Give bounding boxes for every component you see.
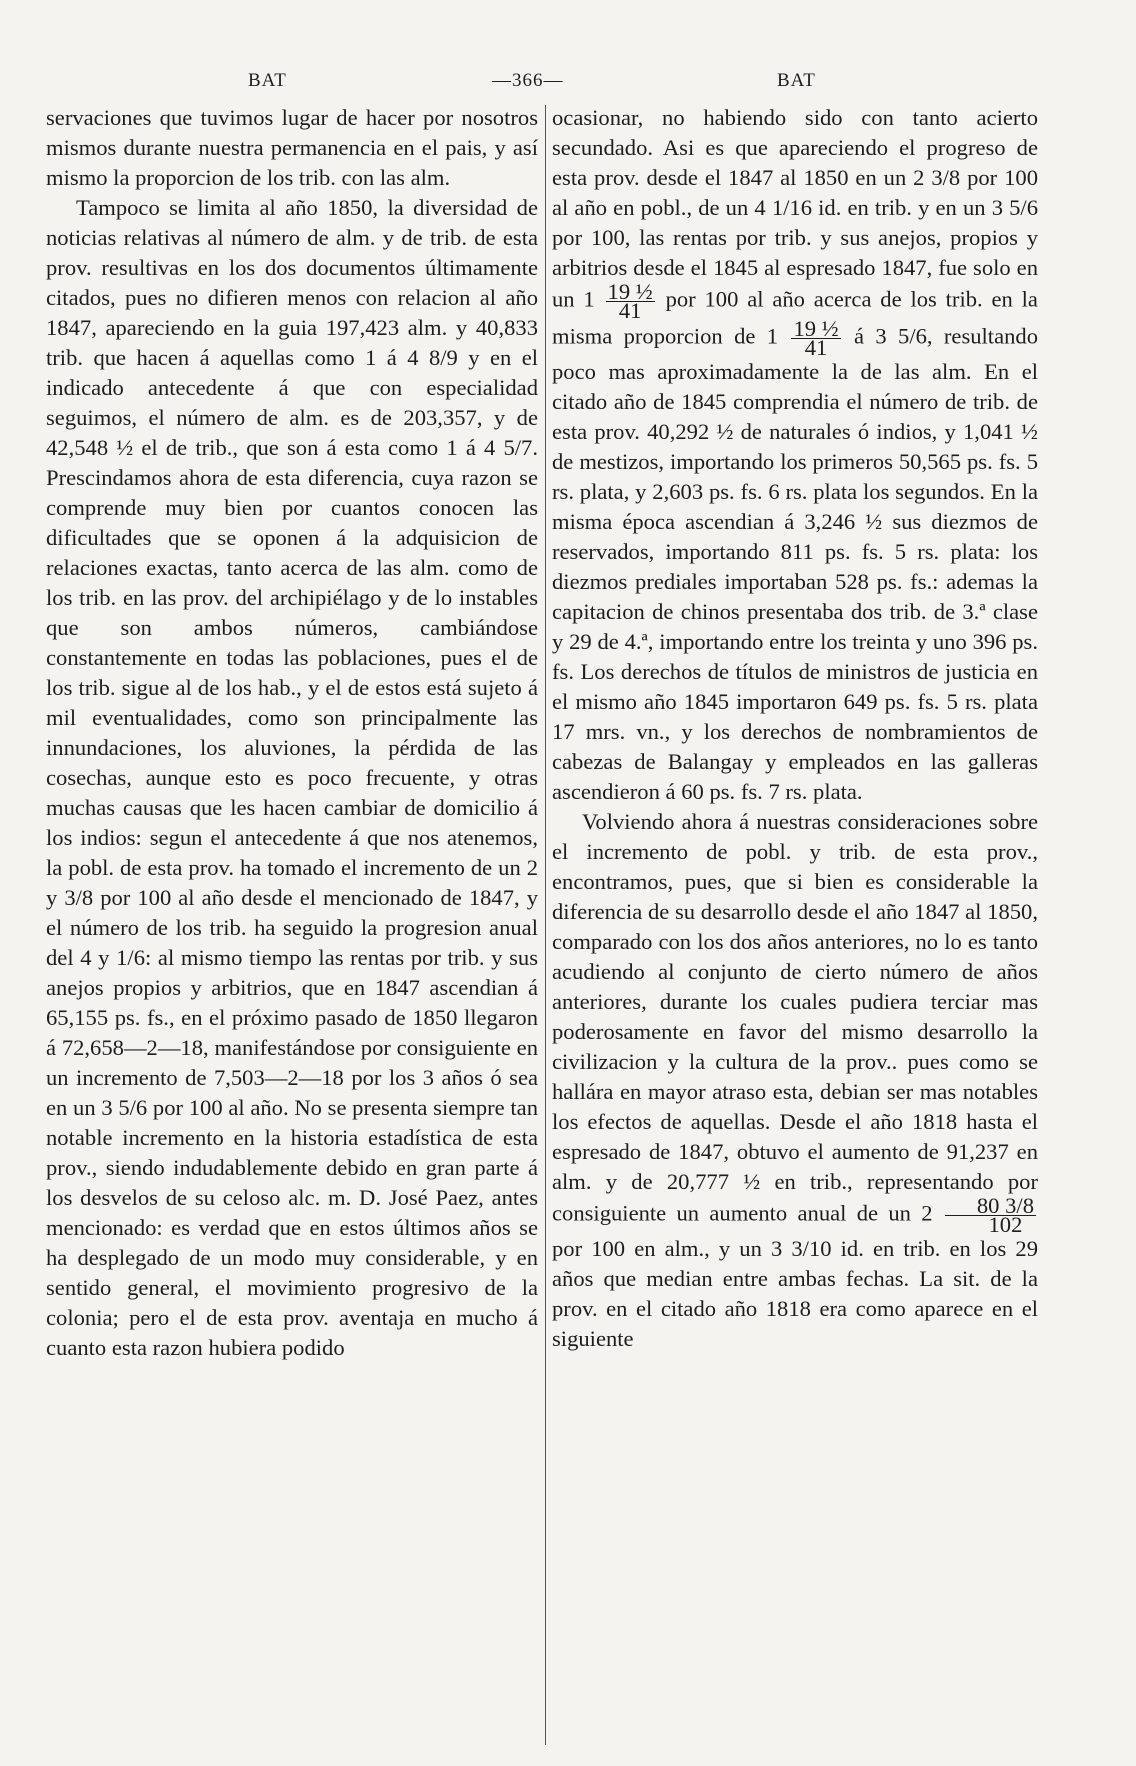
text-run: ocasionar, no habiendo sido con tanto acierto secundado. Asi es que apareciendo el progreso de esta prov. desde el 1847 al 1850 en un 2 3/8 por 100 al año en pobl., de un 4 1/16 id. en trib. y en un 3 5/6 por 100, las rentas por trib. y sus anejos, propios y arbitrios desde el 1845 al espresado 1847, fue solo en un 1 xyxy=(552,105,1038,312)
fraction xyxy=(945,1193,1036,1237)
fraction-denominator: 102 xyxy=(988,1212,1023,1237)
fraction-numerator: 19 ½ xyxy=(607,279,653,304)
text-run: Volviendo ahora á nuestras consideraciones sobre el incremento de pobl. y trib. de esta prov., encontramos, pues, que si bien es considerable la diferencia de su desarrollo desde el año 1847 al 1850, comparado con los dos años anteriores, no lo es tanto acudiendo al conjunto de cierto número de años anteriores, durante los cuales pudiera terciar mas poderosamente en favor del mismo desarrollo la civilizacion y la cultura de la prov.. pues como se hallára en mayor atraso esta, debian ser mas notables los efectos de aquellas. Desde el año 1818 hasta el espresado de 1847, obtuvo el aumento de 91,237 en alm. y de 20,777 ½ en trib., representando por consiguiente un aumento anual de un 2 xyxy=(552,809,1038,1226)
fraction xyxy=(791,316,840,360)
fraction-denominator: 41 xyxy=(618,298,642,323)
running-header-left: BAT xyxy=(248,70,287,91)
paragraph: servaciones que tuvimos lugar de hacer por nosotros mismos durante nuestra permanencia en el pais, y así mismo la proporcion de los trib. con las alm. xyxy=(46,105,538,190)
fraction-numerator: 80 3/8 xyxy=(945,1197,1036,1216)
paragraph xyxy=(552,103,1038,807)
fraction-numerator: 19 ½ xyxy=(793,316,839,341)
page-number: —366— xyxy=(492,70,564,91)
text-run: por 100 al año acerca de los trib. en la misma proporcion de 1 xyxy=(552,286,1038,349)
column-divider xyxy=(545,105,546,1745)
paragraph: Tampoco se limita al año 1850, la diversidad de noticias relativas al número de alm. y de trib. de esta prov. resultivas en los dos documentos últimamente citados, pues no difieren menos con relacion al año 1847, apareciendo en la guia 197,423 alm. y 40,833 trib. que hacen á aquellas como 1 á 4 8/9 y en el indicado antecedente á que con especialidad seguimos, el número de alm. es de 203,357, y de 42,548 ½ el de trib., que son á esta como 1 á 4 5/7. Prescindamos ahora de esta diferencia, cuya razon se comprende muy bien por cuantos conocen las dificultades que se oponen á la adquisicion de relaciones exactas, tanto acerca de las alm. como de los trib. en las prov. del archipiélago y de lo instables que son ambos números, cambiándose constantemente en todas las poblaciones, pues el de los trib. sigue al de los hab., y el de estos está sujeto á mil eventualidades, como son principalmente las innundaciones, los aluviones, la pérdida de las cosechas, aunque esto es poco frecuente, y otras muchas causas que les hacen cambiar de domicilio á los indios: segun el antecedente á que nos atenemos, la pobl. de esta prov. ha tomado el incremento de un 2 y 3/8 por 100 al año desde el mencionado de 1847, y el número de los trib. ha seguido la progresion anual del 4 y 1/6: al mismo tiempo las rentas por trib. y sus anejos propios y arbitrios, que en 1847 ascendian á 65,155 ps. fs., en el próximo pasado de 1850 llegaron á 72,658—2—18, manifestándose por consiguiente en un incremento de 7,503—2—18 por los 3 años ó sea en un 3 5/6 por 100 al año. No se presenta siempre tan notable incremento en la historia estadística de esta prov., siendo indudablemente debido en gran parte á los desvelos de su celoso alc. m. D. José Paez, antes mencionado: es verdad que en estos últimos años se ha desplegado de un modo muy considerable, y en sentido general, el movimiento progresivo de la colonia; pero el de esta prov. aventaja en mucho á cuanto esta razon hubiera podido xyxy=(46,195,538,1360)
fraction xyxy=(606,279,655,323)
left-column xyxy=(46,103,538,1363)
fraction-denominator: 41 xyxy=(804,335,828,360)
running-header-right: BAT xyxy=(777,70,816,91)
right-column xyxy=(552,103,1038,1354)
text-run: por 100 en alm., y un 3 3/10 id. en trib. en los 29 años que median entre ambas fechas. La sit. de la prov. en el citado año 1818 era como aparece en el siguiente xyxy=(552,1236,1038,1351)
paragraph xyxy=(552,807,1038,1354)
text-run: á 3 5/6, resultando poco mas aproximadamente la de las alm. En el citado año de 1845 comprendia el número de trib. de esta prov. 40,292 ½ de naturales ó indios, y 1,041 ½ de mestizos, importando los primeros 50,565 ps. fs. 5 rs. plata, y 2,603 ps. fs. 6 rs. plata los segundos. En la misma época ascendian á 3,246 ½ sus diezmos de reservados, importando 811 ps. fs. 5 rs. plata: los diezmos prediales importaban 528 ps. fs.: ademas la capitacion de chinos presentaba dos trib. de 3.ª clase y 29 de 4.ª, importando entre los treinta y uno 396 ps. fs. Los derechos de títulos de ministros de justicia en el mismo año 1845 importaron 649 ps. fs. 5 rs. plata 17 mrs. vn., y los derechos de nombramientos de cabezas de Balangay y empleados en las galleras ascendieron á 60 ps. fs. 7 rs. plata. xyxy=(552,323,1039,804)
